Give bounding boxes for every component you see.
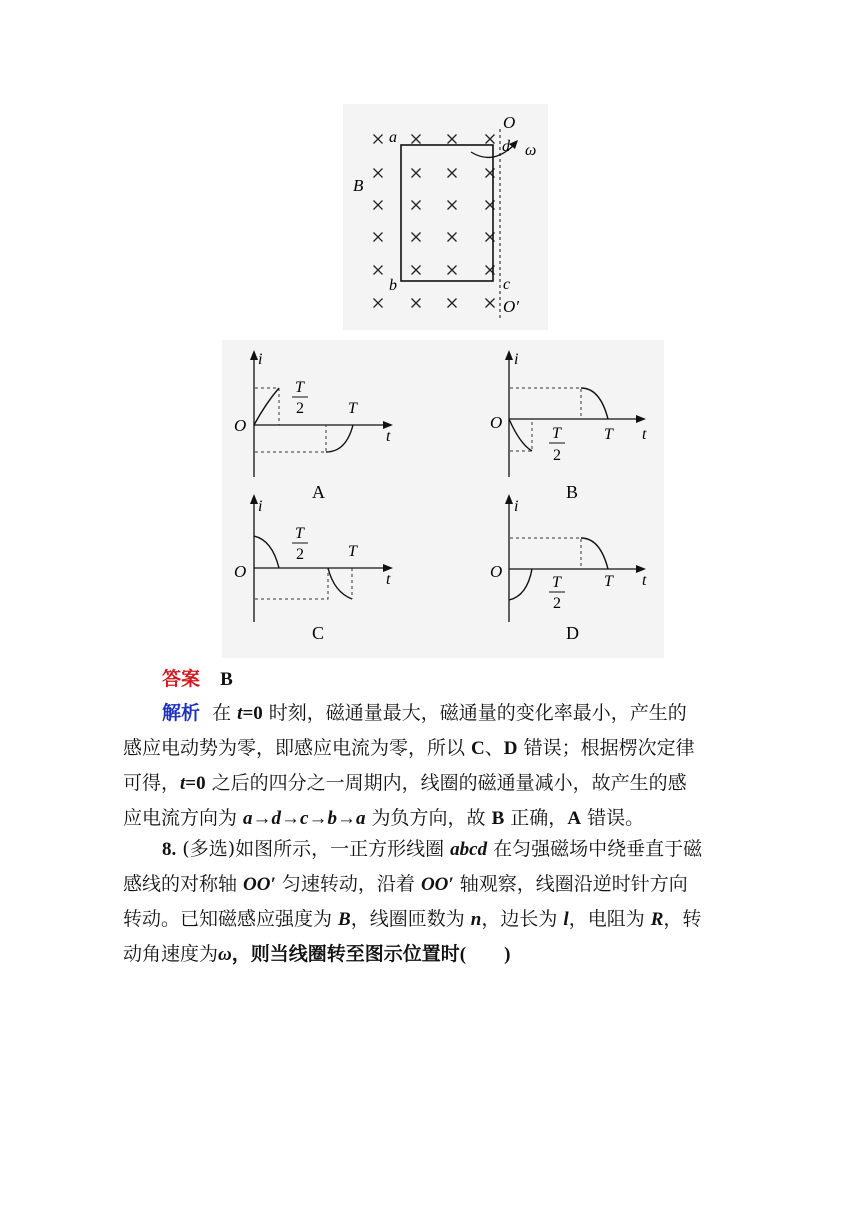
- question-number: 8.: [162, 839, 177, 860]
- svg-text:T: T: [295, 379, 304, 396]
- answer-value: B: [220, 669, 233, 690]
- analysis-label: 解析: [162, 702, 201, 724]
- label-b: b: [389, 277, 397, 294]
- svg-text:O: O: [234, 416, 247, 435]
- svg-text:t: t: [642, 426, 647, 443]
- graph-options-panel: [222, 340, 664, 658]
- svg-text:i: i: [514, 498, 519, 515]
- label-c: c: [503, 276, 511, 293]
- svg-text:i: i: [258, 498, 263, 515]
- svg-text:A: A: [312, 482, 325, 502]
- svg-text:T: T: [552, 574, 561, 591]
- svg-text:2: 2: [553, 595, 561, 612]
- svg-text:i: i: [258, 351, 263, 368]
- label-O-prime: O′: [503, 297, 519, 316]
- label-d: d: [502, 138, 510, 155]
- svg-text:O: O: [234, 562, 247, 581]
- svg-text:2: 2: [296, 546, 304, 563]
- label-O: O: [503, 113, 516, 132]
- label-B: B: [353, 176, 364, 195]
- coil-field-figure: [343, 104, 548, 330]
- svg-text:T: T: [295, 525, 304, 542]
- analysis-paragraph: 解析 在 t=0 时刻，磁通量最大，磁通量的变化率最小，产生的 感应电动势为零，即感应电流为零，所以 C、D 错误；根据楞次定律 可得，t=0 之后的四分之一周期内，线圈的磁通量减小，故产生的感 应电流方向为 a→d→c→b→a 为负方向，故 B 正确，A 错误。: [123, 702, 695, 829]
- svg-text:i: i: [514, 351, 519, 368]
- svg-text:O: O: [490, 562, 503, 581]
- svg-text:T: T: [348, 543, 357, 560]
- svg-text:D: D: [566, 623, 579, 643]
- answer-label: 答案: [162, 668, 201, 690]
- svg-text:t: t: [386, 428, 391, 445]
- svg-text:T: T: [348, 400, 357, 417]
- svg-text:t: t: [386, 571, 391, 588]
- question-8: 8. (多选)如图所示，一正方形线圈 abcd 在匀强磁场中绕垂直于磁 感线的对称轴 OO′ 匀速转动，沿着 OO′ 轴观察，线圈沿逆时针方向 转动。已知磁感应强度为 B，线圈匝数为 n，边长为 l，电阻为 R，转 动角速度为ω，则当线圈转至图示位置时( ): [123, 838, 703, 965]
- svg-text:T: T: [604, 426, 613, 443]
- svg-text:T: T: [552, 425, 561, 442]
- svg-text:C: C: [312, 623, 325, 643]
- svg-text:T: T: [604, 573, 613, 590]
- svg-text:B: B: [566, 482, 579, 502]
- svg-text:2: 2: [553, 447, 561, 464]
- label-a: a: [389, 129, 397, 146]
- label-omega: ω: [525, 142, 537, 159]
- svg-text:O: O: [490, 413, 503, 432]
- svg-text:2: 2: [296, 400, 304, 417]
- svg-text:t: t: [642, 572, 647, 589]
- answer-line: [162, 662, 742, 697]
